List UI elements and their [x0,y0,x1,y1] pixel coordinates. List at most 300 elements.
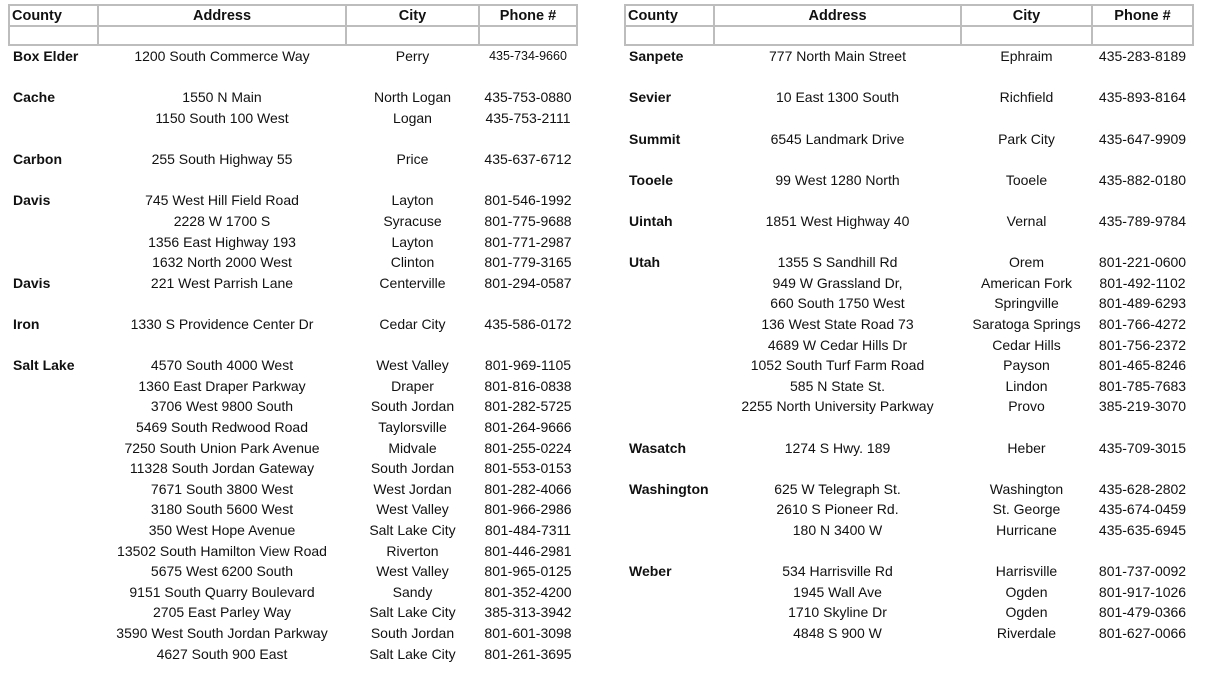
city-cell: Springville [994,295,1059,312]
table-row [625,396,1193,417]
address-cell: 5675 West 6200 South [150,563,294,580]
county-cell [9,396,98,417]
table-row [625,252,1193,273]
address-cell: 2610 S Pioneer Rd. [776,501,899,518]
city-cell: South Jordan [370,624,455,641]
city-cell: Sandy [392,583,433,600]
county-cell [625,273,714,294]
city-cell [346,334,479,355]
phone-cell: 435-882-0180 [1098,171,1187,188]
city-cell: Price [396,151,429,168]
address-cell: 1356 East Highway 193 [148,233,296,250]
address-cell [714,149,961,170]
phone-cell [479,67,577,88]
address-cell: 7250 South Union Park Avenue [124,439,320,456]
address-cell [98,293,346,314]
city-cell: Logan [393,110,432,127]
county-cell: Cache [13,89,56,106]
address-cell: 6545 Landmark Drive [770,130,905,147]
phone-cell: 801-553-0153 [484,460,572,477]
city-cell [961,540,1092,561]
table-row [625,211,1193,232]
table-row [9,602,577,623]
address-cell [98,67,346,88]
phone-cell: 801-775-9688 [484,213,572,230]
phone-cell: 435-753-2111 [485,110,571,127]
address-cell: 11328 South Jordan Gateway [129,460,315,477]
phone-cell: 801-627-0066 [1098,624,1187,641]
city-cell: West Valley [376,357,449,374]
phone-cell: 801-264-9666 [484,418,572,435]
address-header: Address [98,5,346,26]
city-cell: Midvale [388,439,437,456]
city-cell: Syracuse [383,213,442,230]
phone-cell: 801-261-3695 [484,645,572,662]
county-cell [625,540,714,561]
table-row [625,334,1193,355]
table-row [625,623,1193,644]
city-cell [961,149,1092,170]
city-cell: South Jordan [370,398,455,415]
phone-cell [479,170,577,191]
city-cell: West Valley [376,501,449,518]
address-cell [714,231,961,252]
city-cell: Park City [998,130,1055,147]
county-cell: Davis [13,274,51,291]
phone-cell: 435-753-0880 [484,89,572,106]
phone-cell [1092,540,1193,561]
address-cell [714,417,961,438]
address-cell [98,334,346,355]
table-row [625,561,1193,582]
county-cell [9,478,98,499]
address-cell: 1632 North 2000 West [152,254,292,271]
blank-cell [1092,26,1193,45]
phone-cell: 801-966-2986 [484,501,572,518]
table-row [9,170,577,191]
table-row [9,273,577,294]
phone-cell: 385-219-3070 [1098,398,1187,415]
county-cell [9,67,98,88]
phone-cell [1092,190,1193,211]
phone-cell: 801-756-2372 [1098,336,1187,353]
county-cell [625,334,714,355]
address-cell: 745 West Hill Field Road [145,192,299,209]
address-cell: 7671 South 3800 West [150,480,294,497]
city-cell: Vernal [1006,213,1047,230]
header-row [625,5,1193,26]
phone-cell: 801-965-0125 [484,563,572,580]
address-cell: 2228 W 1700 S [173,213,271,230]
phone-cell: 801-282-5725 [484,398,572,415]
address-cell: 4689 W Cedar Hills Dr [767,336,908,353]
county-cell: Weber [629,563,672,580]
phone-cell: 801-816-0838 [484,377,572,394]
table-row [9,355,577,376]
blank-cell [9,26,98,45]
phone-cell: 801-601-3098 [484,624,572,641]
address-cell: 1274 S Hwy. 189 [784,439,891,456]
phone-cell: 435-893-8164 [1098,89,1187,106]
phone-cell: 435-586-0172 [484,316,572,333]
table-row [9,376,577,397]
header-row [9,5,577,26]
address-cell: 3590 West South Jordan Parkway [116,624,328,641]
county-cell [625,581,714,602]
table-row [9,458,577,479]
county-cell [9,252,98,273]
address-cell: 99 West 1280 North [775,171,900,188]
table-row [625,87,1193,108]
county-cell: Utah [629,254,661,271]
county-cell [9,581,98,602]
county-cell [625,458,714,479]
city-cell [346,170,479,191]
address-cell: 9151 South Quarry Boulevard [129,583,315,600]
table-row [9,293,577,314]
city-cell: Payson [1003,357,1050,374]
county-cell [9,417,98,438]
county-cell: Summit [629,130,681,147]
county-cell [9,211,98,232]
city-cell: St. George [992,501,1061,518]
county-cell [9,520,98,541]
city-cell: Washington [989,480,1064,497]
address-cell: 180 N 3400 W [792,521,883,538]
table-row [625,437,1193,458]
table-row [9,581,577,602]
table-row [625,540,1193,561]
county-cell: Uintah [629,213,673,230]
table-row [9,252,577,273]
address-cell: 13502 South Hamilton View Road [117,542,327,559]
county-cell: Iron [13,316,40,333]
blank-cell [961,26,1092,45]
phone-cell: 801-779-3165 [484,254,572,271]
table-row [9,540,577,561]
city-cell: Salt Lake City [369,604,456,621]
address-cell: 2705 East Parley Way [153,604,291,621]
county-cell [9,231,98,252]
city-header: City [961,5,1092,26]
county-cell [9,643,98,664]
city-cell: Taylorsville [378,418,447,435]
city-cell: West Jordan [373,480,452,497]
blank-cell [714,26,961,45]
address-cell: 1851 West Highway 40 [765,213,910,230]
city-header: City [346,5,479,26]
table-row [625,314,1193,335]
table-row [9,396,577,417]
city-cell: Lindon [1005,377,1048,394]
county-cell [9,108,98,129]
phone-cell [1092,149,1193,170]
table-row [625,417,1193,438]
city-cell [961,231,1092,252]
address-cell: 625 W Telegraph St. [774,480,901,497]
city-cell: North Logan [373,89,452,106]
city-cell: Harrisville [995,563,1058,580]
county-cell: Sevier [629,89,672,106]
county-cell [625,602,714,623]
county-cell: Washington [629,480,709,497]
phone-cell: 801-221-0600 [1098,254,1187,271]
county-cell [625,520,714,541]
city-cell: American Fork [980,274,1073,291]
table-row [9,190,577,211]
blank-cell [98,26,346,45]
address-cell [98,170,346,191]
county-cell: Wasatch [629,439,687,456]
blank-row [9,26,577,45]
county-cell [9,437,98,458]
county-cell: Sanpete [629,48,684,65]
phone-cell: 801-479-0366 [1098,604,1187,621]
address-cell: 350 West Hope Avenue [148,521,296,538]
county-cell [625,499,714,520]
table-row [9,231,577,252]
city-cell: Saratoga Springs [972,316,1081,333]
address-cell [714,67,961,88]
address-cell: 1330 S Providence Center Dr [130,316,314,333]
table-row [625,273,1193,294]
county-cell [625,108,714,129]
right-location-table [624,4,1194,643]
address-cell: 949 W Grassland Dr, [772,274,903,291]
county-cell: Tooele [629,171,674,188]
table-row [625,520,1193,541]
address-cell: 1200 South Commerce Way [134,48,310,65]
address-cell: 3180 South 5600 West [150,501,294,518]
table-row [625,499,1193,520]
left-entries [9,45,577,664]
table-row [9,149,577,170]
address-cell: 660 South 1750 West [770,295,905,312]
address-cell: 3706 West 9800 South [150,398,294,415]
table-row [625,581,1193,602]
table-row [9,211,577,232]
city-cell [961,190,1092,211]
blank-cell [346,26,479,45]
county-cell [9,499,98,520]
table-row [9,561,577,582]
county-cell [625,231,714,252]
address-cell: 1150 South 100 West [155,110,289,127]
phone-cell: 385-313-3942 [484,604,572,621]
phone-cell: 801-446-2981 [484,542,572,559]
table-row [9,499,577,520]
phone-cell [479,334,577,355]
city-cell: Riverdale [996,624,1057,641]
phone-cell: 435-628-2802 [1098,480,1187,497]
table-row [9,643,577,664]
table-row [9,623,577,644]
city-cell [346,128,479,149]
city-cell [961,417,1092,438]
county-header: County [9,5,98,26]
city-cell: Orem [1009,254,1044,271]
table-row [9,437,577,458]
county-header: County [625,5,714,26]
city-cell: Cedar Hills [992,336,1061,353]
address-cell [714,108,961,129]
table-row [9,417,577,438]
city-cell: Ogden [1005,583,1048,600]
address-cell: 1945 Wall Ave [793,583,882,600]
county-cell: Carbon [13,151,62,168]
county-cell [625,190,714,211]
phone-cell: 801-465-8246 [1098,357,1187,374]
address-cell: 4570 South 4000 West [150,357,294,374]
phone-cell: 435-637-6712 [484,151,572,168]
phone-cell: 801-492-1102 [1099,274,1186,291]
city-cell: Heber [1007,439,1046,456]
phone-cell [1092,417,1193,438]
right-entries [625,45,1193,643]
phone-cell: 801-484-7311 [484,521,572,538]
county-cell [9,128,98,149]
county-cell [625,623,714,644]
phone-cell: 801-917-1026 [1098,583,1187,600]
phone-cell: 801-255-0224 [484,439,572,456]
phone-cell: 801-282-4066 [484,480,572,497]
city-cell [961,108,1092,129]
phone-cell: 801-294-0587 [484,274,572,291]
phone-cell: 801-969-1105 [484,357,572,374]
address-header: Address [714,5,961,26]
table-row [625,45,1193,67]
blank-cell [479,26,577,45]
phone-cell: 435-283-8189 [1098,48,1187,65]
address-cell: 4627 South 900 East [156,645,288,662]
city-cell: Tooele [1005,171,1048,188]
city-cell: Ogden [1005,604,1048,621]
table-row [625,458,1193,479]
address-cell: 1710 Skyline Dr [788,604,887,621]
county-cell [625,355,714,376]
table-row [625,128,1193,149]
address-cell: 4848 S 900 W [793,624,882,641]
city-cell: Hurricane [996,521,1057,538]
address-cell [714,190,961,211]
table-row [9,87,577,108]
city-cell: South Jordan [370,460,455,477]
city-cell: Richfield [999,89,1054,106]
address-cell: 1550 N Main [182,89,262,106]
address-cell: 2255 North University Parkway [741,398,934,415]
county-cell [9,602,98,623]
county-cell [9,334,98,355]
phone-cell: 435-674-0459 [1098,501,1187,518]
county-cell [9,623,98,644]
table-row [9,67,577,88]
phone-cell: 435-647-9909 [1098,130,1187,147]
table-row [625,376,1193,397]
phone-cell [1092,458,1193,479]
city-cell: Riverton [386,542,439,559]
blank-row [625,26,1193,45]
county-cell [625,293,714,314]
county-cell [9,376,98,397]
phone-header: Phone # [1092,5,1193,26]
city-cell: Draper [391,377,434,394]
blank-cell [625,26,714,45]
county-cell: Box Elder [13,48,79,65]
phone-cell [479,128,577,149]
phone-cell: 801-771-2987 [484,233,572,250]
city-cell: Cedar City [379,316,446,333]
phone-cell: 801-489-6293 [1098,295,1187,312]
county-cell: Davis [13,192,51,209]
address-cell: 5469 South Redwood Road [135,418,309,435]
table-row [625,149,1193,170]
city-cell: Salt Lake City [369,521,456,538]
phone-cell: 801-737-0092 [1098,563,1187,580]
table-row [625,190,1193,211]
city-cell: West Valley [376,563,449,580]
phone-cell [479,293,577,314]
city-cell: Salt Lake City [369,645,456,662]
county-cell [9,561,98,582]
table-row [625,108,1193,129]
table-row [625,67,1193,88]
table-row [625,602,1193,623]
phone-cell [1092,231,1193,252]
county-cell: Salt Lake [13,357,75,374]
table-row [9,45,577,67]
phone-cell [1092,67,1193,88]
table-row [625,478,1193,499]
city-cell: Layton [391,192,434,209]
county-cell [625,376,714,397]
table-row [9,334,577,355]
city-cell: Layton [391,233,434,250]
address-cell [714,458,961,479]
table-row [625,293,1193,314]
address-cell [98,128,346,149]
phone-header: Phone # [479,5,577,26]
city-cell [346,67,479,88]
address-cell: 1355 S Sandhill Rd [777,254,898,271]
address-cell: 255 South Highway 55 [151,151,293,168]
phone-cell: 801-352-4200 [484,583,572,600]
phone-cell: 435-789-9784 [1098,213,1187,230]
city-cell: Perry [395,48,430,65]
table-row [9,108,577,129]
county-cell [625,149,714,170]
county-cell [625,67,714,88]
phone-cell: 435-734-9660 [489,49,567,64]
phone-cell: 435-635-6945 [1098,521,1187,538]
phone-cell: 801-785-7683 [1098,377,1187,394]
table-row [625,170,1193,191]
table-row [9,520,577,541]
table-row [625,355,1193,376]
address-cell [714,540,961,561]
city-cell [961,458,1092,479]
county-cell [9,540,98,561]
county-cell [9,293,98,314]
table-row [9,478,577,499]
address-cell: 585 N State St. [790,377,885,394]
address-cell: 534 Harrisville Rd [782,563,893,580]
table-row [9,128,577,149]
county-cell [9,170,98,191]
city-cell [961,67,1092,88]
table-row [625,231,1193,252]
phone-cell: 801-546-1992 [484,192,572,209]
city-cell: Centerville [379,274,446,291]
